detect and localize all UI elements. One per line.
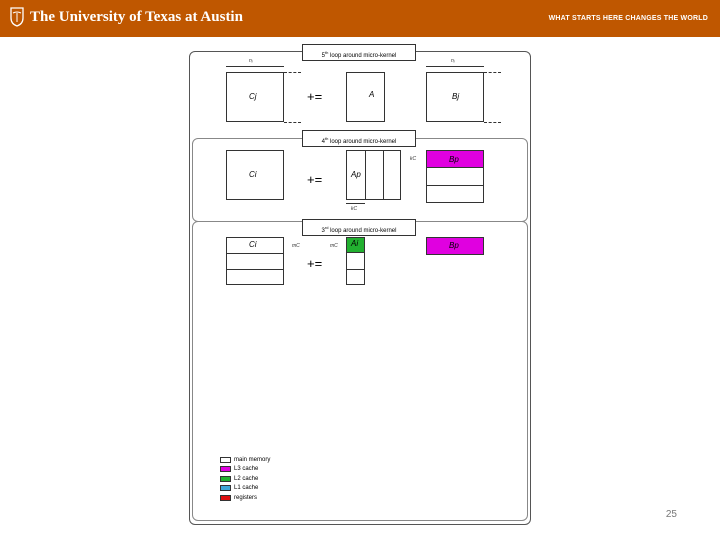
legend-label: main memory <box>234 457 271 463</box>
kc-brace-bottom <box>346 203 365 204</box>
legend-swatch <box>220 457 231 463</box>
nc-brace-right <box>426 66 484 67</box>
bj-dash-top <box>484 72 501 73</box>
ai-divider <box>346 269 365 270</box>
loop4-header: 4th loop around micro-kernel <box>302 130 416 147</box>
kc-label-right: kC <box>410 156 417 162</box>
bj-dash-bottom <box>484 122 501 123</box>
longhorn-seal-icon <box>10 7 24 27</box>
cj-dash-bottom <box>284 122 301 123</box>
plus-equals-4: += <box>307 172 323 187</box>
legend-label: L1 cache <box>234 485 259 491</box>
page-number: 25 <box>665 509 677 520</box>
mc-label-right: mC <box>330 243 338 249</box>
ap-divider-2 <box>383 150 384 200</box>
ci-3-divider-1 <box>226 253 284 254</box>
ci-label-4: Ci <box>249 170 257 179</box>
legend-label: L2 cache <box>234 476 259 482</box>
legend-swatch <box>220 495 231 501</box>
bp-label-3: Bp <box>449 241 459 250</box>
plus-equals-3: += <box>307 256 323 271</box>
legend-swatch <box>220 466 231 472</box>
legend-label: registers <box>234 495 258 501</box>
cj-dash-top <box>284 72 301 73</box>
bp-label-4: Bp <box>449 155 459 164</box>
nc-brace-left <box>226 66 284 67</box>
legend-swatch <box>220 485 231 491</box>
nc-label-right: nⱼ <box>451 58 455 64</box>
ap-label: Ap <box>351 170 361 179</box>
ai-label: Ai <box>351 239 359 248</box>
kc-label-bottom: kC <box>351 206 358 212</box>
university-name[interactable]: The University of Texas at Austin <box>30 9 243 25</box>
tagline: WHAT STARTS HERE CHANGES THE WORLD <box>548 15 708 22</box>
legend-label: L3 cache <box>234 466 259 472</box>
ci-label-3: Ci <box>249 240 257 249</box>
header-bar <box>0 0 720 37</box>
nc-label-left: nⱼ <box>249 58 253 64</box>
bj-label: Bj <box>452 92 460 101</box>
loop3-header: 3rd loop around micro-kernel <box>302 219 416 236</box>
cj-label: Cj <box>249 92 257 101</box>
loop5-header: 5th loop around micro-kernel <box>302 44 416 61</box>
plus-equals-5: += <box>307 89 323 104</box>
ci-3-divider-2 <box>226 269 284 270</box>
mc-label-left: mC <box>292 243 300 249</box>
legend-swatch <box>220 476 231 482</box>
bp-4-divider <box>426 185 484 186</box>
matrix-a <box>346 72 385 122</box>
a-label: A <box>369 90 375 99</box>
ap-divider-1 <box>365 150 366 200</box>
